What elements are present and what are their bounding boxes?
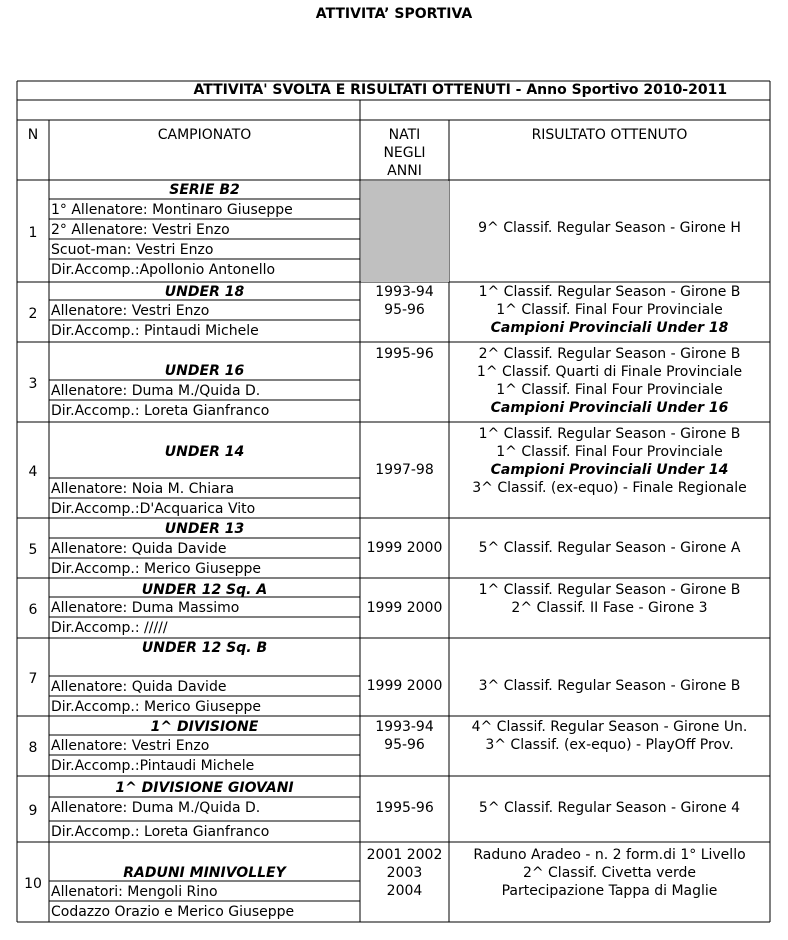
championship-name: UNDER 18 <box>164 284 245 300</box>
row-number: 5 <box>28 542 38 558</box>
staff-line: Dir.Accomp.: Merico Giuseppe <box>51 699 261 715</box>
table-title: ATTIVITA' SVOLTA E RISULTATI OTTENUTI - Anno Sportivo 2010-2011 <box>193 82 728 98</box>
result-line: 1^ Classif. Regular Season - Girone B <box>478 284 741 300</box>
staff-line: 1° Allenatore: Montinaro Giuseppe <box>51 202 293 218</box>
staff-line: Allenatore: Vestri Enzo <box>51 738 210 754</box>
championship-name: RADUNI MINIVOLLEY <box>123 865 286 881</box>
row-number: 7 <box>28 671 38 687</box>
birth-years: 95-96 <box>384 737 425 753</box>
birth-years: 1993-94 <box>375 719 434 735</box>
result-line: 2^ Classif. Civetta verde <box>522 865 697 881</box>
birth-years: 1993-94 <box>375 284 434 300</box>
result-line: 1^ Classif. Regular Season - Girone B <box>478 426 741 442</box>
result-line: Campioni Provinciali Under 18 <box>490 320 729 336</box>
result-line: 1^ Classif. Final Four Provinciale <box>496 444 723 460</box>
row-number: 1 <box>28 225 38 241</box>
header-risultato: RISULTATO OTTENUTO <box>531 127 688 143</box>
row-number: 3 <box>28 376 38 392</box>
result-line: 4^ Classif. Regular Season - Girone Un. <box>471 719 748 735</box>
row-number: 6 <box>28 602 38 618</box>
header-nati: NEGLI <box>383 145 426 161</box>
staff-line: Allenatore: Quida Davide <box>51 679 227 695</box>
birth-years: 1999 2000 <box>366 600 443 616</box>
result-line: Campioni Provinciali Under 14 <box>490 462 729 478</box>
result-line: Raduno Aradeo - n. 2 form.di 1° Livello <box>473 847 746 863</box>
row-number: 8 <box>28 740 38 756</box>
result-line: Partecipazione Tappa di Maglie <box>501 883 718 899</box>
birth-years: 1995-96 <box>375 346 434 362</box>
staff-line: Allenatore: Duma M./Quida D. <box>51 800 261 816</box>
result-line: 2^ Classif. II Fase - Girone 3 <box>511 600 708 616</box>
championship-name: SERIE B2 <box>169 182 240 198</box>
birth-years: 1997-98 <box>375 462 434 478</box>
birth-years: 1999 2000 <box>366 540 443 556</box>
staff-line: Allenatore: Noia M. Chiara <box>51 481 235 497</box>
championship-name: UNDER 14 <box>164 444 245 460</box>
staff-line: Dir.Accomp.: ///// <box>51 620 168 636</box>
result-line: 9^ Classif. Regular Season - Girone H <box>478 220 741 236</box>
birth-years: 2004 <box>386 883 423 899</box>
staff-line: 2° Allenatore: Vestri Enzo <box>51 222 230 238</box>
birth-years: 1999 2000 <box>366 678 443 694</box>
result-line: 5^ Classif. Regular Season - Girone A <box>478 540 741 556</box>
result-line: 1^ Classif. Regular Season - Girone B <box>478 582 741 598</box>
staff-line: Dir.Accomp.: Loreta Gianfranco <box>51 824 270 840</box>
result-line: 1^ Classif. Final Four Provinciale <box>496 382 723 398</box>
result-line: 3^ Classif. Regular Season - Girone B <box>478 678 741 694</box>
header-campionato: CAMPIONATO <box>157 127 252 143</box>
staff-line: Allenatore: Duma M./Quida D. <box>51 383 261 399</box>
staff-line: Allenatore: Vestri Enzo <box>51 303 210 319</box>
header-nati: NATI <box>388 127 421 143</box>
staff-line: Allenatore: Quida Davide <box>51 541 227 557</box>
championship-name: UNDER 13 <box>164 521 245 537</box>
header-n: N <box>27 127 39 143</box>
row-number: 10 <box>24 876 42 892</box>
birth-years: 1995-96 <box>375 800 434 816</box>
staff-line: Dir.Accomp.: Pintaudi Michele <box>51 323 259 339</box>
result-line: Campioni Provinciali Under 16 <box>490 400 729 416</box>
staff-line: Dir.Accomp.: Loreta Gianfranco <box>51 403 270 419</box>
row-number: 9 <box>28 803 38 819</box>
birth-years: 2001 2002 <box>366 847 443 863</box>
page-title: ATTIVITA’ SPORTIVA <box>315 6 473 22</box>
staff-line: Dir.Accomp.:Apollonio Antonello <box>51 262 276 278</box>
staff-line: Dir.Accomp.:Pintaudi Michele <box>51 758 255 774</box>
staff-line: Allenatore: Duma Massimo <box>51 600 240 616</box>
result-line: 5^ Classif. Regular Season - Girone 4 <box>478 800 741 816</box>
result-line: 1^ Classif. Final Four Provinciale <box>496 302 723 318</box>
result-line: 2^ Classif. Regular Season - Girone B <box>478 346 741 362</box>
header-nati: ANNI <box>387 163 422 179</box>
championship-name: UNDER 12 Sq. A <box>141 582 268 598</box>
staff-line: Codazzo Orazio e Merico Giuseppe <box>51 904 295 920</box>
staff-line: Allenatori: Mengoli Rino <box>51 884 218 900</box>
staff-line: Dir.Accomp.:D'Acquarica Vito <box>51 501 256 517</box>
birth-years: 2003 <box>386 865 423 881</box>
championship-name: 1^ DIVISIONE GIOVANI <box>115 780 294 796</box>
result-line: 3^ Classif. (ex-equo) - Finale Regionale <box>472 480 747 496</box>
row-number: 2 <box>28 306 38 322</box>
birth-years: 95-96 <box>384 302 425 318</box>
staff-line: Scuot-man: Vestri Enzo <box>51 242 214 258</box>
result-line: 3^ Classif. (ex-equo) - PlayOff Prov. <box>485 737 734 753</box>
row-number: 4 <box>28 464 38 480</box>
championship-name: UNDER 12 Sq. B <box>141 640 268 656</box>
championship-name: UNDER 16 <box>164 363 245 379</box>
result-line: 1^ Classif. Quarti di Finale Provinciale <box>476 364 743 380</box>
championship-name: 1^ DIVISIONE <box>150 719 259 735</box>
staff-line: Dir.Accomp.: Merico Giuseppe <box>51 561 261 577</box>
